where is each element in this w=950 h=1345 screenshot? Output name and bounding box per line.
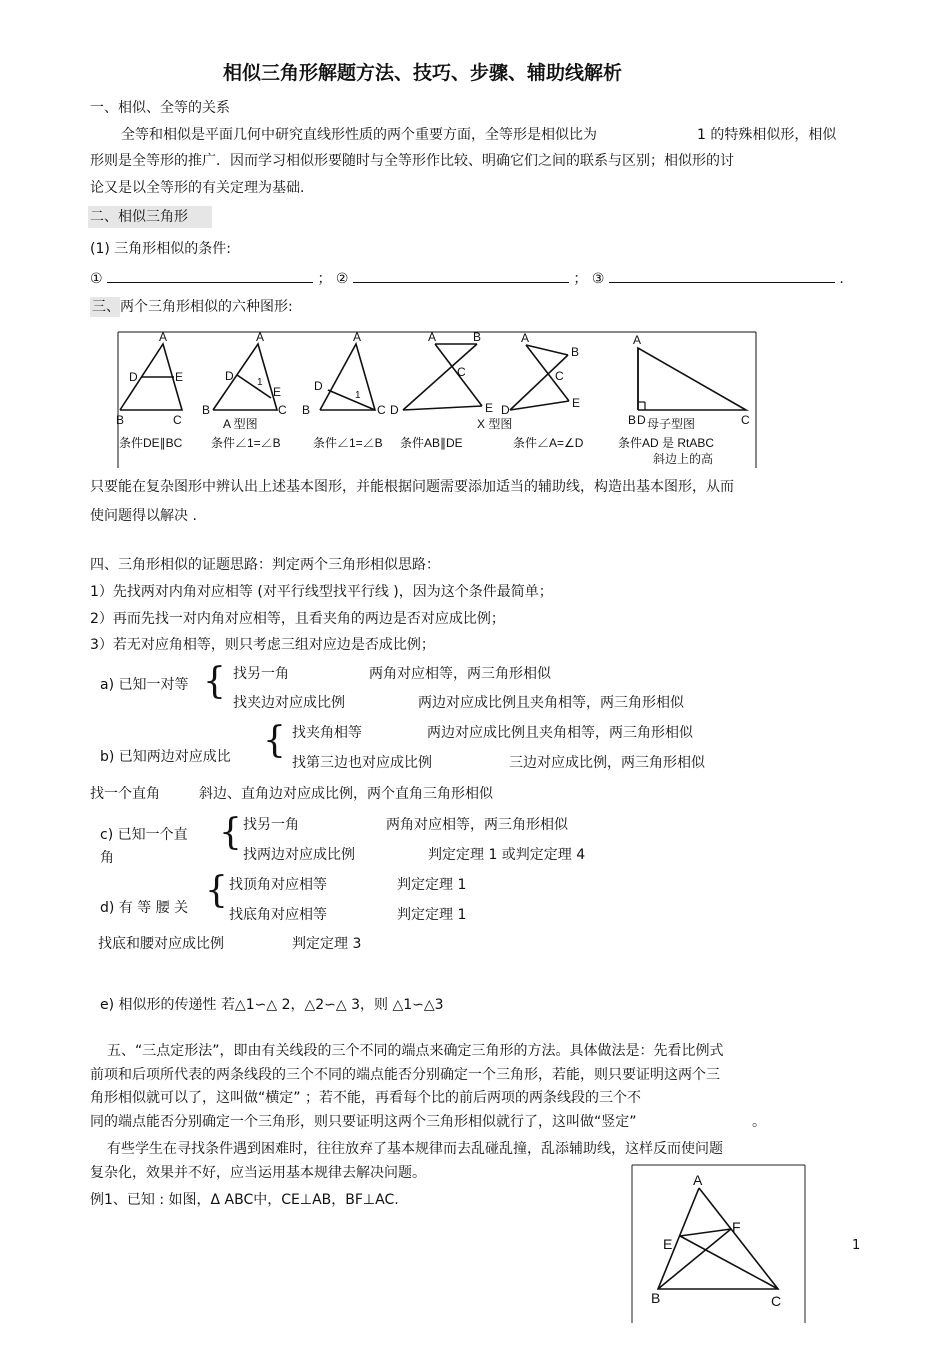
condition-2-blank	[353, 268, 569, 283]
case-d-option-3: 找底和腰对应成比例	[98, 936, 224, 952]
case-a-label: a) 已知一对等	[100, 677, 189, 693]
fig3-label-d: D	[314, 379, 323, 393]
fig5-label-b: B	[571, 345, 580, 359]
fig5-label-e: E	[572, 396, 581, 410]
case-d-brace: {	[205, 870, 228, 911]
s4-step-1: 1）先找两对内角对应相等 (对平行线型找平行线 )，因为这个条件最简单；	[90, 584, 553, 600]
example-segment-ce	[680, 1236, 778, 1289]
case-d-label: d) 有 等 腰 关	[100, 900, 189, 916]
condition-1-blank	[107, 268, 313, 283]
case-a-brace: {	[203, 661, 226, 702]
case-d-result-2: 判定定理 1	[397, 907, 467, 923]
fig1-condition: 条件DE∥BC	[119, 436, 183, 450]
x-type-figure-label: X 型图	[477, 417, 513, 431]
example-1: 例1、已知 : 如图，Δ ABC中，CE⊥AB，BF⊥AC.	[90, 1192, 399, 1208]
right-angle-result: 斜边、直角边对应成比例，两个直角三角形相似	[199, 786, 493, 802]
a-type-figure-label: A 型图	[223, 417, 258, 431]
case-d-result-3: 判定定理 3	[292, 936, 362, 952]
case-d-result-1: 判定定理 1	[397, 877, 467, 893]
marker-3: ③	[591, 271, 605, 287]
right-angle-option: 找一个直角	[90, 786, 160, 802]
section-3-heading	[90, 298, 293, 316]
s1-paragraph-line-3: 论又是以全等形的有关定理为基础.	[90, 180, 305, 196]
fig2-label-b: B	[202, 403, 211, 417]
section-4-heading: 四、三角形相似的证题思路：判定两个三角形相似思路：	[90, 557, 440, 573]
case-a-result-2: 两边对应成比例且夹角相等，两三角形相似	[418, 695, 684, 711]
case-d-option-2: 找底角对应相等	[229, 907, 327, 923]
fig3-label-a: A	[353, 330, 362, 344]
case-c-label-line-2: 角	[100, 850, 114, 866]
fig5-label-d: D	[501, 403, 510, 417]
s1-paragraph-line-2: 形则是全等形的推广．因而学习相似形要随时与全等形作比较、明确它们之间的联系与区别；相似形的讨	[90, 153, 734, 169]
section-2-heading: 二、相似三角形	[88, 206, 212, 228]
separator: ；	[317, 271, 332, 287]
fig5-label-c: C	[555, 369, 564, 383]
example-label-b: B	[651, 1290, 661, 1306]
fig4-label-d: D	[390, 403, 399, 417]
separator: ；	[573, 271, 588, 287]
fig4-condition: 条件AB∥DE	[400, 436, 463, 450]
case-b-result-1: 两边对应成比例且夹角相等，两三角形相似	[427, 725, 693, 741]
condition-3-blank	[609, 268, 835, 283]
section-3-number: 三、	[92, 299, 120, 315]
marker-1: ①	[90, 271, 103, 287]
page-number: 1	[852, 1238, 861, 1253]
fig6-label-d: D	[637, 413, 646, 427]
case-a-result-1: 两角对应相等，两三角形相似	[369, 666, 551, 682]
fig4-label-a: A	[428, 330, 437, 344]
fig4-label-c: C	[457, 365, 466, 379]
section-3-title: 两个三角形相似的六种图形:	[120, 299, 293, 315]
fig2-label-d: D	[225, 369, 234, 383]
marker-2: ②	[335, 271, 349, 287]
fig5-condition: 条件∠A=∠D	[513, 436, 584, 450]
fig5-label-a: A	[521, 331, 530, 345]
case-e-transitivity: e) 相似形的传递性 若△1∽△ 2，△2∽△ 3，则 △1∽△3	[100, 997, 444, 1013]
s5-line-5: 有些学生在寻找条件遇到困难时，往往放弃了基本规律而去乱碰乱撞，乱添辅助线，这样反而使问题	[107, 1141, 723, 1157]
end-period: .	[839, 271, 844, 287]
s5-line-3: 角形相似就可以了，这叫做“横定” ；若不能，再看每个比的前后两项的两条线段的三个不	[90, 1090, 641, 1106]
fig3-label-b: B	[302, 403, 311, 417]
example-1-figure	[631, 1163, 806, 1325]
fig6-label-a: A	[633, 333, 642, 347]
fig6-label-c: C	[741, 413, 750, 427]
case-a-option-1: 找另一角	[233, 666, 289, 682]
case-b-label: b) 已知两边对应成比	[100, 749, 231, 765]
s5-line-4: 同的端点能否分别确定一个三角形，则只要证明这两个三角形相似就行了，这叫做“竖定”	[90, 1114, 637, 1130]
case-c-brace: {	[219, 812, 242, 853]
case-d-option-1: 找顶角对应相等	[229, 877, 327, 893]
s5-line-2: 前项和后项所代表的两条线段的三个不同的端点能否分别确定一个三角形，若能，则只要证明这两个三	[90, 1067, 720, 1083]
case-c-result-1: 两角对应相等，两三角形相似	[386, 817, 568, 833]
case-b-brace: {	[263, 720, 286, 761]
fig6-triangle	[638, 348, 746, 410]
fig2-condition: 条件∠1=∠B	[211, 436, 281, 450]
fig1-label-a: A	[159, 330, 168, 344]
case-c-label: c) 已知一个直	[100, 827, 188, 843]
s1-paragraph-line-1-end: 1 的特殊相似形，相似	[697, 127, 837, 143]
fig6-condition: 条件AD 是 RtABC	[618, 436, 715, 450]
fig4-label-b: B	[473, 330, 482, 344]
fig2-angle-1: 1	[257, 377, 263, 388]
fig2-label-c: C	[278, 403, 287, 417]
case-b-option-2: 找第三边也对应成比例	[292, 755, 432, 771]
fig1-label-e: E	[175, 370, 184, 384]
fig3-angle-1: 1	[355, 390, 361, 401]
s3-after-text-2: 使问题得以解决 .	[90, 508, 197, 524]
s4-step-3: 3）若无对应角相等，则只考虑三组对应边是否成比例；	[90, 637, 435, 653]
case-c-option-1: 找另一角	[243, 817, 299, 833]
case-b-result-2: 三边对应成比例，两三角形相似	[509, 755, 705, 771]
six-similar-triangle-figures	[115, 328, 757, 470]
fig2-label-a: A	[256, 330, 265, 344]
fig2-segment-de	[237, 375, 271, 398]
case-a-option-2: 找夹边对应成比例	[233, 695, 345, 711]
fig2-label-e: E	[273, 385, 282, 399]
page-title: 相似三角形解题方法、技巧、步骤、辅助线解析	[223, 62, 623, 84]
fig6-condition-line-2: 斜边上的高	[653, 452, 714, 466]
fig4-label-e: E	[485, 401, 494, 415]
fig3-condition: 条件∠1=∠B	[313, 436, 383, 450]
condition-blank-row	[90, 268, 844, 288]
fig3-label-c: C	[377, 403, 386, 417]
case-c-option-2: 找两边对应成比例	[243, 847, 355, 863]
s5-line-4-end: 。	[752, 1114, 766, 1130]
fig1-label-c: C	[173, 413, 182, 427]
example-label-e: E	[663, 1236, 673, 1252]
fig1-label-d: D	[129, 370, 138, 384]
fig4-segment-bd	[403, 344, 477, 410]
s5-line-1: 五、“三点定形法”，即由有关线段的三个不同的端点来确定三角形的方法。具体做法是：先看比例式	[107, 1043, 724, 1059]
s4-step-2: 2）再而先找一对内角对应相等，且看夹角的两边是否对应成比例；	[90, 611, 505, 627]
fig1-label-b: B	[116, 413, 125, 427]
example-label-f: F	[732, 1219, 741, 1235]
example-label-c: C	[771, 1293, 782, 1309]
fig6-label-b: B	[628, 413, 637, 427]
s3-after-text-1: 只要能在复杂图形中辨认出上述基本图形，并能根据问题需要添加适当的辅助线，构造出基本图形，从而	[90, 479, 734, 495]
case-b-option-1: 找夹角相等	[292, 725, 362, 741]
fig2-triangle	[213, 344, 277, 410]
s1-paragraph-line-1: 全等和相似是平面几何中研究直线形性质的两个重要方面，全等形是相似比为	[121, 127, 597, 143]
section-1-heading: 一、相似、全等的关系	[90, 100, 230, 116]
fig3-triangle	[320, 344, 375, 410]
mother-child-figure-label: 母子型图	[647, 417, 696, 431]
similarity-conditions-title: (1) 三角形相似的条件:	[90, 241, 231, 257]
example-label-a: A	[693, 1172, 703, 1188]
fig3-segment-dc	[328, 390, 375, 410]
s5-line-6: 复杂化，效果并不好，应当运用基本规律去解决问题。	[90, 1165, 426, 1181]
fig4-segment-de	[403, 406, 482, 410]
case-c-result-2: 判定定理 1 或判定定理 4	[428, 847, 586, 863]
